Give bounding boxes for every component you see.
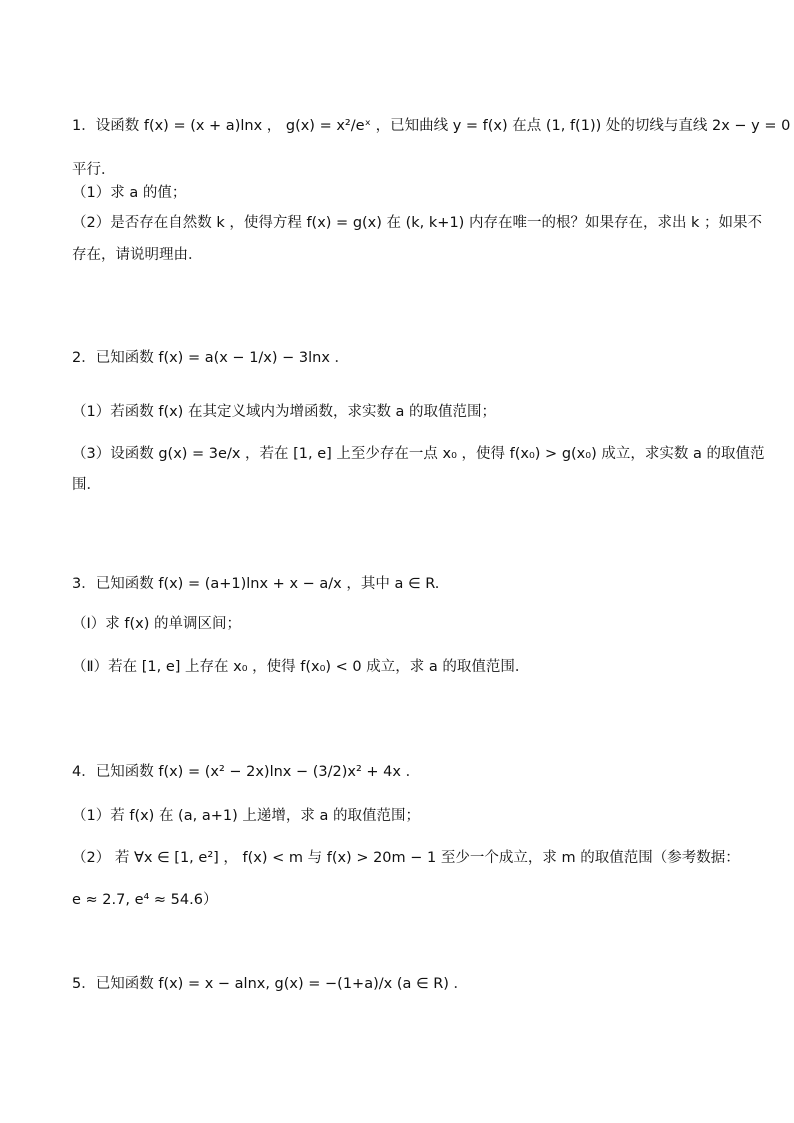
problem-1-part-2-cont: 存在，请说明理由． [72,247,203,263]
problem-4-part-2-cont: e ≈ 2.7, e⁴ ≈ 54.6） [72,892,218,908]
problem-5-line-1: 5．已知函数 f(x) = x − alnx, g(x) = −(1+a)/x (a ∈ R) ． [72,976,469,992]
problem-1-line-1: 1．设函数 f(x) = (x + a)lnx ， g(x) = x²/eˣ ，已知曲线 y = f(x) 在点 (1, f(1)) 处的切线与直线 2x − y = 0 [72,118,791,134]
problem-3-part-2: （Ⅱ）若在 [1, e] 上存在 x₀ ，使得 f(x₀) < 0 成立，求 a 的取值范围． [72,659,530,675]
problem-2-part-3: （3）设函数 g(x) = 3e/x ，若在 [1, e] 上至少存在一点 x₀ ，使得 f(x₀) > g(x₀) 成立，求实数 a 的取值范 [72,446,765,462]
problem-3-part-1: （Ⅰ）求 f(x) 的单调区间； [72,616,241,632]
problem-2-part-1: （1）若函数 f(x) 在其定义域内为增函数，求实数 a 的取值范围； [72,404,497,420]
problem-4-line-1: 4．已知函数 f(x) = (x² − 2x)lnx − (3/2)x² + 4x ． [72,764,421,780]
problem-3-line-1: 3．已知函数 f(x) = (a+1)lnx + x − a/x ，其中 a ∈ R. [72,576,440,592]
problem-2-line-1: 2．已知函数 f(x) = a(x − 1/x) − 3lnx ． [72,350,350,366]
problem-1-part-1: （1）求 a 的值； [72,185,187,201]
problem-1-part-2: （2）是否存在自然数 k ，使得方程 f(x) = g(x) 在 (k, k+1) 内存在唯一的根？如果存在，求出 k ；如果不 [72,215,763,231]
problem-4-part-1: （1）若 f(x) 在 (a, a+1) 上递增，求 a 的取值范围； [72,808,420,824]
problem-1-line-2: 平行． [72,162,116,178]
problem-4-part-2: （2） 若 ∀x ∈ [1, e²] ， f(x) < m 与 f(x) > 20m − 1 至少一个成立，求 m 的取值范围（参考数据： [72,850,740,866]
problem-2-part-3-cont: 围． [72,477,101,493]
